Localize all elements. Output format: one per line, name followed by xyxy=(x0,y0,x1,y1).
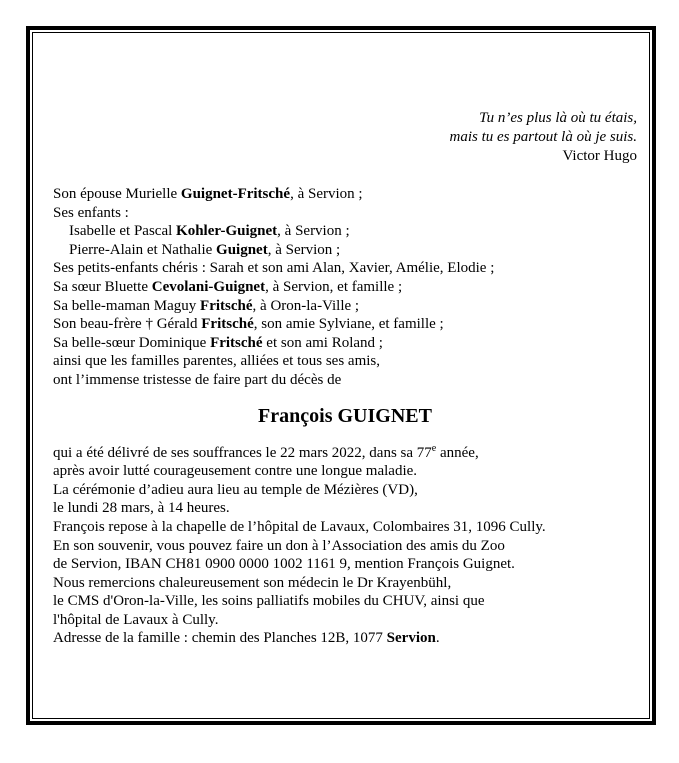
text-segment: après avoir lutté courageusement contre une longue maladie. xyxy=(53,463,418,480)
family-line-children-header xyxy=(53,204,637,223)
text-segment: année, xyxy=(436,444,479,461)
details-line-family-address xyxy=(53,629,637,648)
family-line-closing xyxy=(53,371,637,390)
details-line-ceremony xyxy=(53,481,637,500)
family-line-spouse xyxy=(53,185,637,204)
text-segment: Pierre-Alain et Nathalie xyxy=(69,241,217,258)
surname-bold-segment: Guignet-Fritsché xyxy=(180,186,291,202)
superscript-segment: e xyxy=(431,442,437,454)
surname-bold-segment: Guignet xyxy=(216,241,268,258)
text-segment: , à Servion ; xyxy=(267,241,341,258)
family-line-brother-in-law xyxy=(53,315,637,334)
details-line-thanks-3 xyxy=(53,611,637,630)
text-segment: , à Servion ; xyxy=(290,186,363,202)
text-segment: Adresse de la famille : chemin des Planches 12B, 1077 xyxy=(53,630,387,647)
text-segment: et son ami Roland ; xyxy=(262,334,383,351)
family-line-child-2 xyxy=(53,241,637,260)
text-segment: de Servion, IBAN CH81 0900 0000 1002 1161 9, mention François Guignet. xyxy=(53,556,515,573)
details-line-death xyxy=(53,444,637,463)
family-line-relatives xyxy=(53,352,637,371)
text-segment: En son souvenir, vous pouvez faire un don à l’Association des amis du Zoo xyxy=(53,537,505,554)
text-segment: qui a été délivré de ses souffrances le 22 mars 2022, dans sa 77 xyxy=(53,444,432,461)
announcement-frame xyxy=(26,26,656,725)
text-segment: Sa sœur Bluette xyxy=(53,278,152,295)
details-line-donation-1 xyxy=(53,537,637,556)
text-segment: Nous remercions chaleureusement son médecin le Dr Krayenbühl, xyxy=(53,574,452,591)
family-line-mother-in-law xyxy=(53,297,637,316)
text-segment: ainsi que les familles parentes, alliées et tous ses amis, xyxy=(53,353,380,370)
text-segment: ont l’immense tristesse de faire part du décès de xyxy=(53,371,342,388)
epigraph xyxy=(53,109,637,166)
details-line-illness xyxy=(53,462,637,481)
announcement-details xyxy=(53,444,637,649)
text-segment: le lundi 28 mars, à 14 heures. xyxy=(53,500,230,517)
details-line-ceremony-date xyxy=(53,499,637,518)
surname-bold-segment: Cevolani-Guignet xyxy=(151,278,266,295)
family-line-sister-in-law xyxy=(53,334,637,353)
text-segment: François repose à la chapelle de l’hôpital de Lavaux, Colombaires 31, 1096 Cully. xyxy=(53,518,546,535)
text-segment: La cérémonie d’adieu aura lieu au temple de Mézières (VD), xyxy=(53,481,418,498)
epigraph-attribution: Victor Hugo xyxy=(562,148,637,164)
details-line-thanks-2 xyxy=(53,592,637,611)
family-line-grandchildren xyxy=(53,259,637,278)
surname-bold-segment: Fritsché xyxy=(210,334,263,351)
place-bold-segment: Servion xyxy=(386,630,436,647)
text-segment: Ses enfants : xyxy=(53,204,129,221)
text-segment: le CMS d'Oron-la-Ville, les soins palliatifs mobiles du CHUV, ainsi que xyxy=(53,593,485,610)
epigraph-line-2: mais tu es partout là où je suis. xyxy=(449,129,637,145)
text-segment: , à Servion, et famille ; xyxy=(265,278,403,295)
family-announcement xyxy=(53,185,637,390)
epigraph-line-1: Tu n’es plus là où tu étais, xyxy=(479,110,637,126)
text-segment: . xyxy=(435,630,440,647)
family-line-child-1 xyxy=(53,222,637,241)
text-segment: , à Servion ; xyxy=(277,223,350,240)
text-segment: Son beau-frère † Gérald xyxy=(53,316,202,333)
surname-bold-segment: Fritsché xyxy=(200,297,253,314)
text-segment: , son amie Sylviane, et famille ; xyxy=(253,316,444,333)
text-segment: Isabelle et Pascal xyxy=(69,223,177,240)
surname-bold-segment: Fritsché xyxy=(201,316,254,333)
text-segment: Son épouse Murielle xyxy=(53,186,181,202)
text-segment: Sa belle-sœur Dominique xyxy=(53,334,211,351)
details-line-thanks-1 xyxy=(53,574,637,593)
surname-bold-segment: Kohler-Guignet xyxy=(176,223,278,240)
family-line-sister xyxy=(53,278,637,297)
text-segment: Ses petits-enfants chéris : Sarah et son ami Alan, Xavier, Amélie, Elodie ; xyxy=(53,260,495,277)
deceased-name: François GUIGNET xyxy=(258,404,432,427)
text-segment: Sa belle-maman Maguy xyxy=(53,297,201,314)
details-line-donation-2 xyxy=(53,555,637,574)
announcement-frame-inner xyxy=(32,32,650,719)
text-segment: l'hôpital de Lavaux à Cully. xyxy=(53,611,219,628)
text-segment: , à Oron-la-Ville ; xyxy=(252,297,360,314)
details-line-chapel xyxy=(53,518,637,537)
